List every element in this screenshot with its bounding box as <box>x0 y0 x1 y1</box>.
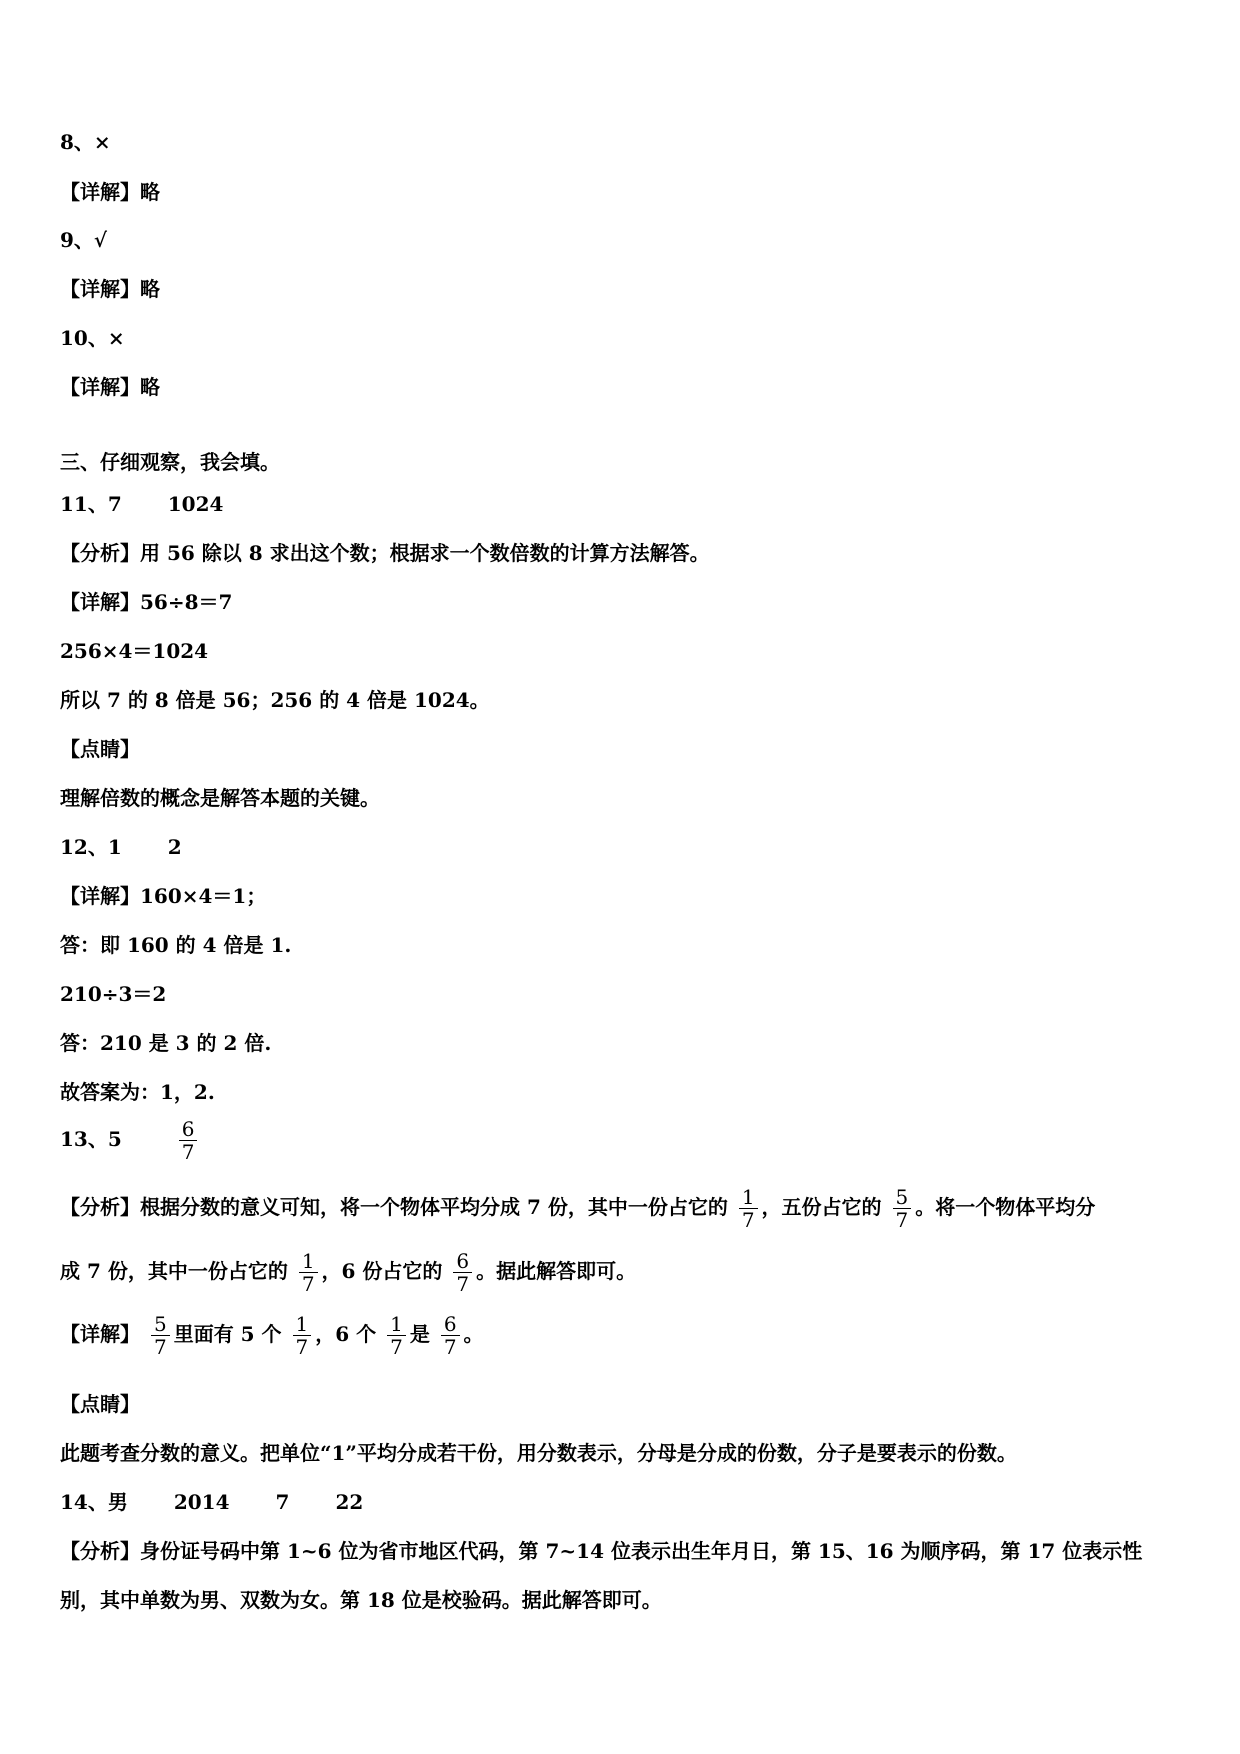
q9-detail: 【详解】略 <box>60 277 160 301</box>
fraction: $\frac{1}{7}$ <box>293 1313 312 1358</box>
q10-detail: 【详解】略 <box>60 375 160 399</box>
q11-detail-line-2: 256×4＝1024 <box>60 639 209 663</box>
q8-answer: 8、× <box>60 130 111 154</box>
fraction: $\frac{1}{7}$ <box>387 1313 406 1358</box>
q12-answer: 12、1 2 <box>60 835 182 859</box>
fraction: $\frac{6}{7}$ <box>453 1250 472 1295</box>
q13-answer: 13、5 $\frac{6}{7}$ <box>60 1118 201 1163</box>
q11-detail-line-3: 所以 7 的 8 倍是 56；256 的 4 倍是 1024。 <box>60 688 490 712</box>
q11-detail: 【详解】56÷8＝7 <box>60 590 233 614</box>
q14-answer: 14、男 2014 7 22 <box>60 1490 364 1514</box>
q13-detail: 【详解】 $\frac{5}{7}$ 里面有 5 个 $\frac{1}{7}$ ，6 个 $\frac{1}{7}$ 是 $\frac{6}{7}$ 。 <box>60 1312 484 1359</box>
q9-answer: 9、√ <box>60 228 108 252</box>
q12-detail: 【详解】160×4＝1； <box>60 884 267 908</box>
q14-analysis-line-1: 【分析】身份证号码中第 1~6 位为省市地区代码，第 7~14 位表示出生年月日，第 15、16 为顺序码，第 17 位表示性 <box>60 1539 1143 1563</box>
q8-detail: 【详解】略 <box>60 180 160 204</box>
fraction: $\frac{5}{7}$ <box>893 1186 912 1231</box>
q12-line-2: 答：即 160 的 4 倍是 1. <box>60 933 292 957</box>
fraction: $\frac{6}{7}$ <box>179 1118 198 1163</box>
q13-note: 此题考查分数的意义。把单位“1”平均分成若干份，用分数表示，分母是分成的份数，分子是要表示的份数。 <box>60 1441 1017 1465</box>
q12-line-5: 故答案为：1，2. <box>60 1080 215 1104</box>
q12-line-3: 210÷3＝2 <box>60 982 167 1006</box>
q10-answer: 10、× <box>60 326 125 350</box>
q11-note-tag: 【点睛】 <box>60 737 140 761</box>
q11-analysis: 【分析】用 56 除以 8 求出这个数；根据求一个数倍数的计算方法解答。 <box>60 541 710 565</box>
fraction: $\frac{6}{7}$ <box>441 1313 460 1358</box>
q14-analysis-line-2: 别，其中单数为男、双数为女。第 18 位是校验码。据此解答即可。 <box>60 1588 662 1612</box>
q13-note-tag: 【点睛】 <box>60 1392 140 1416</box>
q13-analysis-line-2: 成 7 份，其中一份占它的 $\frac{1}{7}$ ，6 份占它的 $\frac{6}{7}$ 。据此解答即可。 <box>60 1249 637 1296</box>
q13-analysis-line-1: 【分析】根据分数的意义可知，将一个物体平均分成 7 份，其中一份占它的 $\frac{1}{7}$ ，五份占它的 $\frac{5}{7}$ 。将一个物体平均分 <box>60 1185 1096 1232</box>
fraction: $\frac{5}{7}$ <box>151 1313 170 1358</box>
q11-note: 理解倍数的概念是解答本题的关键。 <box>60 786 380 810</box>
fraction: $\frac{1}{7}$ <box>299 1250 318 1295</box>
fraction: $\frac{1}{7}$ <box>739 1186 758 1231</box>
q12-line-4: 答：210 是 3 的 2 倍. <box>60 1031 272 1055</box>
section-3-title: 三、仔细观察，我会填。 <box>60 450 280 474</box>
q11-answer: 11、7 1024 <box>60 492 224 516</box>
